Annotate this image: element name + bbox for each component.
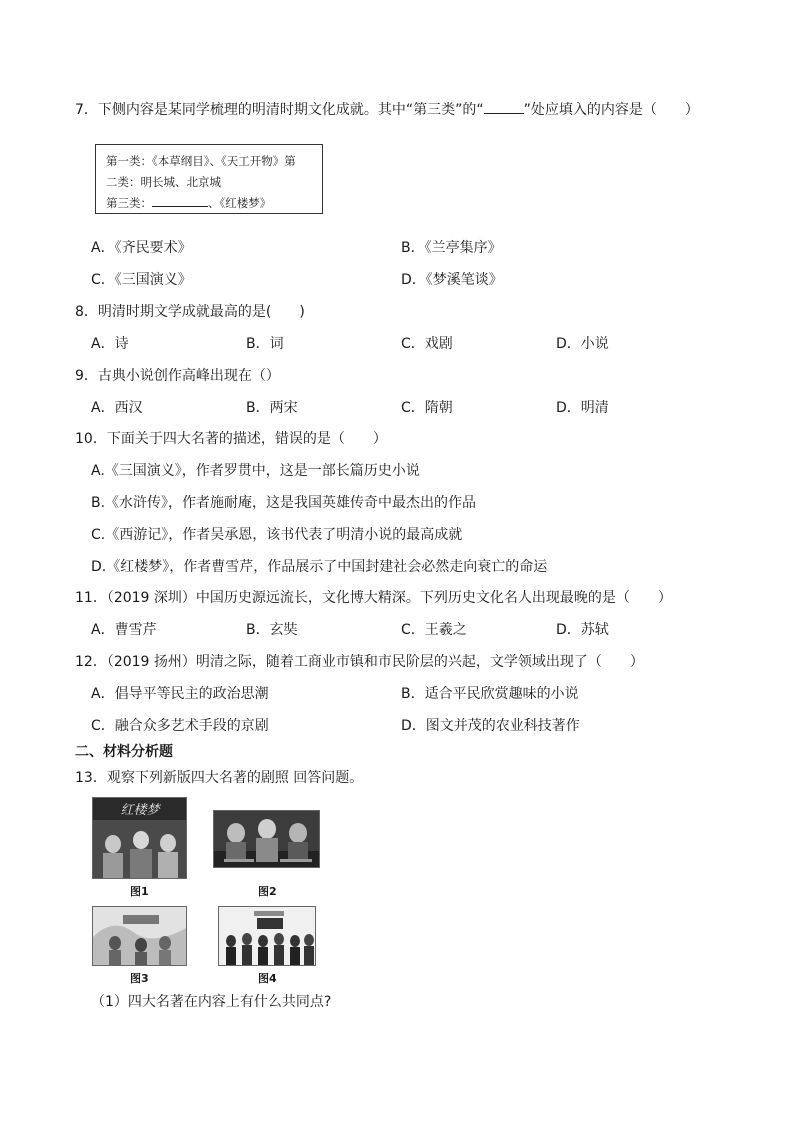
- q11-option-d[interactable]: D．苏轼: [556, 622, 609, 638]
- q7-option-c[interactable]: C．《三国演义》: [91, 272, 192, 288]
- figure-3-caption: 图3: [130, 972, 149, 985]
- q10-option-d[interactable]: D.《红楼梦》，作者曹雪芹，作品展示了中国封建社会必然走向衰亡的命运: [91, 559, 548, 575]
- figure-1-photo: [92, 797, 187, 879]
- q9-option-c[interactable]: C．隋朝: [401, 400, 453, 416]
- q11-option-c[interactable]: C．王羲之: [401, 622, 467, 638]
- box-line-3-rest: 、《红楼梦》: [208, 196, 272, 210]
- q12-option-b[interactable]: B．适合平民欣赏趣味的小说: [401, 686, 579, 702]
- q7-option-a[interactable]: A．《齐民要术》: [91, 240, 192, 256]
- svg-text:红楼梦: 红楼梦: [120, 803, 160, 818]
- box-line-2: 二类：明长城、北京城: [106, 175, 221, 189]
- q12-option-c[interactable]: C．融合众多艺术手段的京剧: [91, 718, 269, 734]
- q12-stem: 12．（2019 扬州）明清之际，随着工商业市镇和市民阶层的兴起，文学领域出现了（ ）: [75, 654, 644, 670]
- figure-2-photo: [213, 810, 320, 868]
- q11-option-b[interactable]: B．玄奘: [246, 622, 298, 638]
- q8-stem: 8．明清时期文学成就最高的是( ): [75, 304, 305, 320]
- box-blank: [152, 195, 208, 207]
- q12-option-a[interactable]: A．倡导平等民主的政治思潮: [91, 686, 269, 702]
- q7-stem-part1: 7．下侧内容是某同学梳理的明清时期文化成就。其中“第三类”的“: [75, 102, 484, 118]
- answer-blank: [484, 101, 524, 114]
- q11-option-a[interactable]: A．曹雪芹: [91, 622, 157, 638]
- q12-option-d[interactable]: D．图文并茂的农业科技著作: [401, 718, 580, 734]
- q7-option-d[interactable]: D．《梦溪笔谈》: [401, 272, 503, 288]
- q8-option-a[interactable]: A．诗: [91, 336, 129, 352]
- q10-stem: 10．下面关于四大名著的描述，错误的是（ ）: [75, 431, 387, 447]
- q7-content-box: [95, 144, 323, 214]
- q11-stem: 11．（2019 深圳）中国历史源远流长，文化博大精深。下列历史文化名人出现最晚的是（ ）: [75, 590, 672, 606]
- q10-option-a[interactable]: A.《三国演义》，作者罗贯中，这是一部长篇历史小说: [91, 463, 420, 479]
- q8-option-b[interactable]: B．词: [246, 336, 284, 352]
- q8-option-c[interactable]: C．戏剧: [401, 336, 453, 352]
- q8-option-d[interactable]: D．小说: [556, 336, 609, 352]
- q7-stem-part2: ”处应填入的内容是（ ）: [523, 102, 699, 118]
- q9-stem: 9．古典小说创作高峰出现在（）: [75, 368, 280, 384]
- q13-stem: 13．观察下列新版四大名著的剧照 回答问题。: [75, 770, 364, 786]
- q7-stem: [75, 101, 699, 119]
- figure-4-photo: [218, 906, 316, 966]
- q13-sub1: （1）四大名著在内容上有什么共同点?: [91, 994, 332, 1010]
- q9-option-b[interactable]: B．两宋: [246, 400, 298, 416]
- figure-1-caption: 图1: [130, 885, 149, 898]
- q9-option-a[interactable]: A．西汉: [91, 400, 143, 416]
- q7-option-b[interactable]: B．《兰亭集序》: [401, 240, 502, 256]
- q9-option-d[interactable]: D．明清: [556, 400, 609, 416]
- figure-4-caption: 图4: [258, 972, 277, 985]
- section-heading: 二、材料分析题: [75, 744, 173, 760]
- q10-option-c[interactable]: C.《西游记》，作者吴承恩，该书代表了明清小说的最高成就: [91, 527, 463, 543]
- box-line-3: [106, 193, 322, 214]
- figure-2-caption: 图2: [258, 885, 277, 898]
- q10-option-b[interactable]: B.《水浒传》，作者施耐庵，这是我国英雄传奇中最杰出的作品: [91, 495, 477, 511]
- figure-3-photo: [92, 906, 187, 966]
- box-line-3-label: 第三类：: [106, 196, 152, 210]
- box-line-1: 第一类：《本草纲目》、《天工开物》第: [106, 154, 296, 168]
